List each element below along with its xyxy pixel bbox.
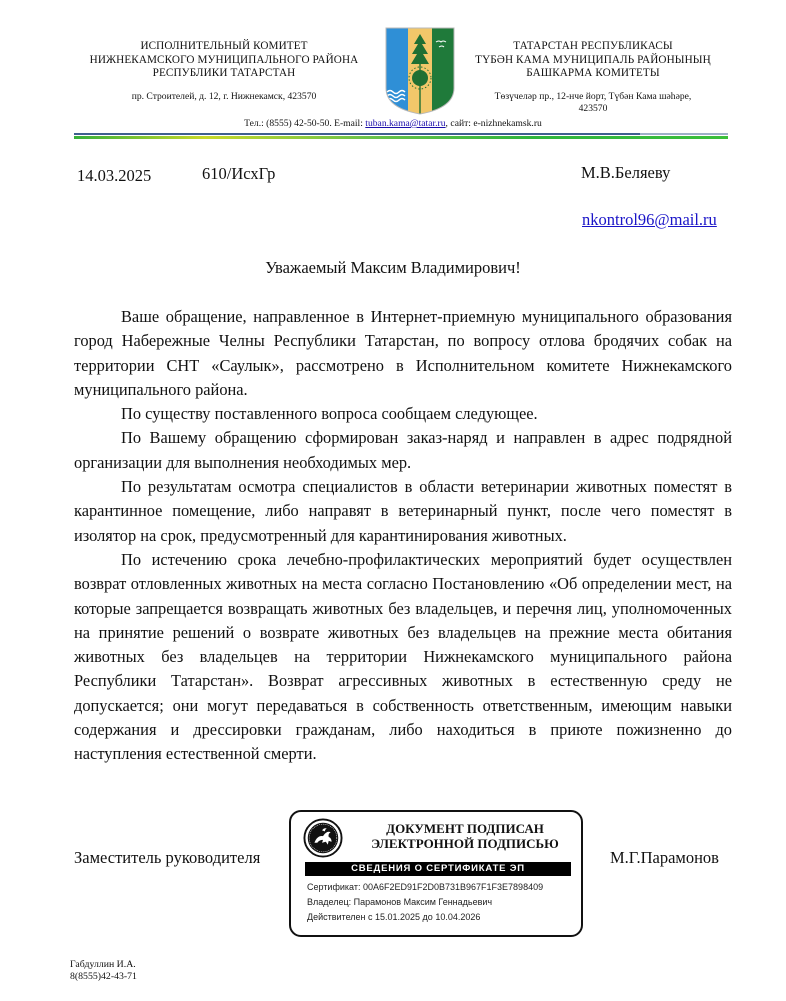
letterhead-contact: Тел.: (8555) 42-50-50. E-mail: tuban.kama@tatar.ru, сайт: e-nizhnekamsk.ru [244,118,542,129]
org-name-line: ТАТАРСТАН РЕСПУБЛИКАСЫ [513,40,673,52]
signatory-role: Заместитель руководителя [74,848,261,867]
body-paragraph: Ваше обращение, направленное в Интернет-приемную муниципального образования город Набережные Челны Республики Татарстан, по вопросу отлова бродячих собак на территории СНТ «Саулык», рассмотрено в Исполнительном комитете Нижнекамского муниципального района. [74,307,732,399]
body-paragraph: По Вашему обращению сформирован заказ-наряд и направлен в адрес подрядной организации для выполнения необходимых мер. [74,428,732,472]
executor-phone: 8(8555)42-43-71 [70,971,137,982]
registration-number: 610/ИсхГр [202,164,276,183]
header-rule-blue [74,133,728,135]
org-name-line: РЕСПУБЛИКИ ТАТАРСТАН [152,67,296,79]
recipient-name: М.В.Беляеву [581,163,671,182]
org-name-line: ТҮБӘН КАМА МУНИЦИПАЛЬ РАЙОНЫНЫҢ [475,53,711,66]
org-name-line: ИСПОЛНИТЕЛЬНЫЙ КОМИТЕТ [140,40,308,52]
signatory-name: М.Г.Парамонов [610,848,719,867]
recipient-email-link[interactable]: nkontrol96@mail.ru [582,210,717,229]
e-signature-stamp [289,810,583,937]
letterhead-left-org [74,40,374,81]
greeting: Уважаемый Максим Владимирович! [265,258,521,277]
stamp-certificate: Сертификат: 00A6F2ED91F2D0B731B967F1F3E7898409 [307,882,544,892]
stamp-validity: Действителен с 15.01.2025 до 10.04.2026 [307,912,481,922]
body-paragraph: По истечению срока лечебно-профилактических мероприятий будет осуществлен возврат отловленных животных на места согласно Постановлению «Об определении мест, на которые запрещается возвращать животных без владельцев, и перечня лиц, уполномоченных на принятие решений о возврате животных без владельцев на прежние места обитания животных без владельцев на территории Нижнекамского муниципального района Республики Татарстан». Возврат агрессивных животных в естественную среду не допускается; они могут передаваться в собственность ответственным, имеющим навыки содержания и дрессировки гражданам, либо находиться в приюте пожизненно до наступления естественной смерти. [74,549,732,764]
org-name-line: НИЖНЕКАМСКОГО МУНИЦИПАЛЬНОГО РАЙОНА [89,53,359,66]
executor-info [70,959,137,983]
body-paragraph: По результатам осмотра специалистов в области ветеринарии животных поместят в карантинное помещение, либо направят в ветеринарный пункт, после чего поместят в изолятор на срок, предусмотренный для карантинирования животных. [74,477,732,545]
coat-of-arms-icon [384,26,456,116]
body-paragraph: По существу поставленного вопроса сообщаем следующее. [121,404,538,424]
letterhead-right-org [448,40,738,81]
letter-date: 14.03.2025 [77,166,152,185]
stamp-owner: Владелец: Парамонов Максим Геннадьевич [307,897,493,907]
header-rule-blue-fade [640,133,728,135]
header-rule-green [74,136,728,139]
letterhead-left-address: пр. Строителей, д. 12, г. Нижнекамск, 423570 [131,91,317,102]
org-name-line: БАШКАРМА КОМИТЕТЫ [526,67,660,79]
tatarstan-emblem-icon [303,818,343,858]
executor-name: Габдуллин И.А. [70,959,136,970]
stamp-title: ДОКУМЕНТ ПОДПИСАН ЭЛЕКТРОННОЙ ПОДПИСЬЮ [371,821,559,851]
stamp-certificate-header: СВЕДЕНИЯ О СЕРТИФИКАТЕ ЭП [305,862,571,876]
letterhead-right-address: Төзүчеләр пр., 12-нче йорт, Түбән Кама шәһәре, 423570 [494,91,692,114]
letterhead-email-link[interactable]: tuban.kama@tatar.ru [365,118,446,129]
letter-body [74,305,732,767]
